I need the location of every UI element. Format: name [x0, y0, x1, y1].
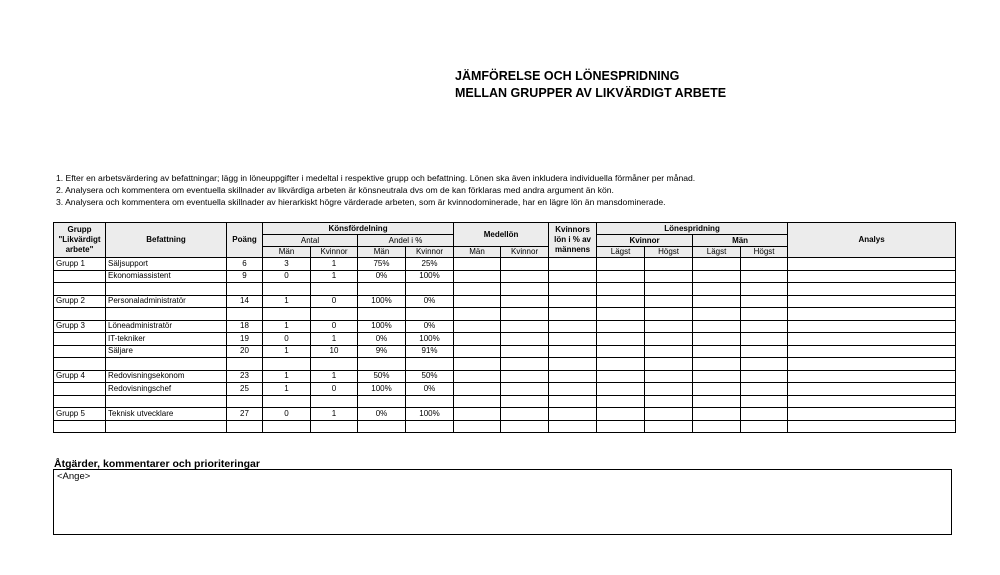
- cell-andel-kvinnor: [406, 395, 454, 408]
- cell-grupp: [54, 395, 106, 408]
- cell-man-hogst[interactable]: [741, 345, 788, 358]
- cell-kvinnors-lon-procent[interactable]: [549, 333, 597, 346]
- cell-andel-man: 100%: [358, 320, 406, 333]
- table-row: [54, 345, 956, 358]
- cell-man-hogst[interactable]: [741, 358, 788, 371]
- cell-medellon-man[interactable]: [454, 283, 501, 296]
- page-title: [455, 68, 726, 102]
- cell-kvinnors-lon-procent[interactable]: [549, 308, 597, 321]
- cell-medellon-man[interactable]: [454, 395, 501, 408]
- cell-kvinnor-lagst[interactable]: [597, 308, 645, 321]
- header-kvinnors-lon: [549, 223, 597, 258]
- cell-andel-kvinnor: 100%: [406, 333, 454, 346]
- cell-kvinnor-hogst[interactable]: [645, 295, 693, 308]
- cell-antal-kvinnor: 0: [311, 383, 358, 396]
- cell-medellon-man[interactable]: [454, 383, 501, 396]
- cell-man-lagst[interactable]: [693, 333, 741, 346]
- cell-analys[interactable]: [788, 295, 956, 308]
- cell-man-lagst[interactable]: [693, 258, 741, 271]
- cell-kvinnor-hogst[interactable]: [645, 258, 693, 271]
- cell-grupp: Grupp 3: [54, 320, 106, 333]
- header-lonespridning-kvinnor: Kvinnor: [597, 235, 693, 247]
- title-line-1: JÄMFÖRELSE OCH LÖNESPRIDNING: [455, 69, 680, 83]
- cell-poang: 27: [227, 408, 263, 421]
- cell-andel-man: 75%: [358, 258, 406, 271]
- header-grupp-line-2: "Likvärdigt: [58, 235, 101, 244]
- table-row: [54, 383, 956, 396]
- cell-befattning: Löneadministratör: [106, 320, 227, 333]
- cell-man-lagst[interactable]: [693, 383, 741, 396]
- cell-kvinnor-lagst[interactable]: [597, 333, 645, 346]
- cell-poang: [227, 308, 263, 321]
- header-poang: Poäng: [227, 223, 263, 258]
- cell-befattning: Säljare: [106, 345, 227, 358]
- header-kvinnors-lon-line-2: lön i % av: [554, 235, 592, 244]
- cell-andel-man: 0%: [358, 270, 406, 283]
- header-kvinnor-lagst: Lägst: [597, 247, 645, 258]
- cell-medellon-man[interactable]: [454, 408, 501, 421]
- cell-man-hogst[interactable]: [741, 270, 788, 283]
- title-line-2: MELLAN GRUPPER AV LIKVÄRDIGT ARBETE: [455, 86, 727, 100]
- cell-man-lagst[interactable]: [693, 358, 741, 371]
- cell-poang: 9: [227, 270, 263, 283]
- cell-medellon-kvinnor[interactable]: [501, 383, 549, 396]
- cell-poang: 25: [227, 383, 263, 396]
- cell-medellon-kvinnor[interactable]: [501, 295, 549, 308]
- salary-comparison-table: [53, 222, 956, 433]
- cell-andel-kvinnor: [406, 308, 454, 321]
- cell-man-lagst[interactable]: [693, 308, 741, 321]
- cell-grupp: Grupp 4: [54, 370, 106, 383]
- header-medellon-man: Män: [454, 247, 501, 258]
- cell-poang: [227, 395, 263, 408]
- cell-andel-kvinnor: 100%: [406, 270, 454, 283]
- cell-kvinnor-hogst[interactable]: [645, 358, 693, 371]
- table-row: [54, 333, 956, 346]
- cell-man-hogst[interactable]: [741, 333, 788, 346]
- header-man-hogst: Högst: [741, 247, 788, 258]
- cell-analys[interactable]: [788, 358, 956, 371]
- cell-andel-man: [358, 308, 406, 321]
- cell-befattning: IT-tekniker: [106, 333, 227, 346]
- header-andel-kvinnor: Kvinnor: [406, 247, 454, 258]
- cell-kvinnors-lon-procent[interactable]: [549, 408, 597, 421]
- cell-medellon-man[interactable]: [454, 320, 501, 333]
- cell-poang: 18: [227, 320, 263, 333]
- table-row: [54, 283, 956, 296]
- cell-antal-man: 0: [263, 408, 311, 421]
- cell-kvinnor-hogst[interactable]: [645, 270, 693, 283]
- cell-kvinnors-lon-procent[interactable]: [549, 370, 597, 383]
- cell-man-hogst[interactable]: [741, 408, 788, 421]
- cell-medellon-kvinnor[interactable]: [501, 345, 549, 358]
- cell-kvinnor-lagst[interactable]: [597, 345, 645, 358]
- cell-antal-man: 0: [263, 333, 311, 346]
- cell-kvinnor-hogst[interactable]: [645, 333, 693, 346]
- cell-andel-kvinnor: 0%: [406, 320, 454, 333]
- cell-kvinnors-lon-procent[interactable]: [549, 383, 597, 396]
- cell-man-lagst[interactable]: [693, 320, 741, 333]
- cell-poang: 23: [227, 370, 263, 383]
- cell-kvinnor-hogst[interactable]: [645, 408, 693, 421]
- cell-andel-man: 100%: [358, 383, 406, 396]
- cell-grupp: Grupp 1: [54, 258, 106, 271]
- cell-analys[interactable]: [788, 258, 956, 271]
- cell-kvinnor-lagst[interactable]: [597, 320, 645, 333]
- cell-analys[interactable]: [788, 333, 956, 346]
- cell-befattning: Personaladministratör: [106, 295, 227, 308]
- cell-antal-kvinnor: 10: [311, 345, 358, 358]
- cell-befattning: Teknisk utvecklare: [106, 408, 227, 421]
- cell-grupp: [54, 333, 106, 346]
- cell-antal-kvinnor: [311, 420, 358, 433]
- table-row: [54, 370, 956, 383]
- cell-poang: 14: [227, 295, 263, 308]
- cell-befattning: [106, 308, 227, 321]
- table-row: [54, 270, 956, 283]
- cell-poang: [227, 283, 263, 296]
- cell-kvinnors-lon-procent[interactable]: [549, 420, 597, 433]
- cell-grupp: [54, 420, 106, 433]
- cell-man-hogst[interactable]: [741, 258, 788, 271]
- cell-befattning: [106, 358, 227, 371]
- cell-antal-man: [263, 395, 311, 408]
- cell-man-lagst[interactable]: [693, 345, 741, 358]
- header-kvinnors-lon-line-1: Kvinnors: [555, 225, 590, 234]
- cell-kvinnors-lon-procent[interactable]: [549, 395, 597, 408]
- table-row: [54, 395, 956, 408]
- cell-kvinnors-lon-procent[interactable]: [549, 358, 597, 371]
- cell-antal-man: 1: [263, 370, 311, 383]
- cell-medellon-kvinnor[interactable]: [501, 333, 549, 346]
- cell-medellon-man[interactable]: [454, 358, 501, 371]
- cell-man-lagst[interactable]: [693, 270, 741, 283]
- cell-antal-man: [263, 308, 311, 321]
- cell-antal-man: [263, 358, 311, 371]
- cell-medellon-kvinnor[interactable]: [501, 283, 549, 296]
- cell-andel-kvinnor: 0%: [406, 295, 454, 308]
- cell-man-lagst[interactable]: [693, 395, 741, 408]
- cell-antal-kvinnor: 1: [311, 408, 358, 421]
- cell-medellon-kvinnor[interactable]: [501, 420, 549, 433]
- cell-medellon-man[interactable]: [454, 258, 501, 271]
- cell-grupp: Grupp 2: [54, 295, 106, 308]
- cell-man-hogst[interactable]: [741, 320, 788, 333]
- header-lonespridning-man: Män: [693, 235, 788, 247]
- cell-kvinnor-hogst[interactable]: [645, 345, 693, 358]
- cell-antal-man: 3: [263, 258, 311, 271]
- cell-poang: 20: [227, 345, 263, 358]
- cell-grupp: [54, 270, 106, 283]
- cell-medellon-man[interactable]: [454, 345, 501, 358]
- cell-kvinnor-lagst[interactable]: [597, 358, 645, 371]
- cell-man-hogst[interactable]: [741, 383, 788, 396]
- header-befattning: Befattning: [106, 223, 227, 258]
- header-konsfordelning: Könsfördelning: [263, 223, 454, 235]
- cell-befattning: [106, 395, 227, 408]
- cell-kvinnor-lagst[interactable]: [597, 395, 645, 408]
- cell-andel-kvinnor: 50%: [406, 370, 454, 383]
- cell-kvinnor-hogst[interactable]: [645, 420, 693, 433]
- cell-man-hogst[interactable]: [741, 420, 788, 433]
- header-analys: Analys: [788, 223, 956, 258]
- cell-poang: 6: [227, 258, 263, 271]
- cell-antal-man: [263, 420, 311, 433]
- cell-grupp: [54, 383, 106, 396]
- cell-grupp: [54, 358, 106, 371]
- cell-kvinnors-lon-procent[interactable]: [549, 270, 597, 283]
- instruction-2: 2. Analysera och kommentera om eventuella skillnader av likvärdiga arbeten är könsneutrala dvs om de kan förklaras med andra argument än kön.: [56, 185, 614, 196]
- cell-grupp: [54, 283, 106, 296]
- cell-antal-kvinnor: [311, 308, 358, 321]
- cell-befattning: Redovisningsekonom: [106, 370, 227, 383]
- cell-analys[interactable]: [788, 345, 956, 358]
- cell-medellon-man[interactable]: [454, 270, 501, 283]
- cell-antal-man: 1: [263, 320, 311, 333]
- cell-kvinnor-lagst[interactable]: [597, 408, 645, 421]
- table-body: [54, 258, 956, 433]
- cell-kvinnor-hogst[interactable]: [645, 370, 693, 383]
- cell-man-hogst[interactable]: [741, 308, 788, 321]
- cell-analys[interactable]: [788, 308, 956, 321]
- cell-kvinnors-lon-procent[interactable]: [549, 345, 597, 358]
- cell-antal-man: 1: [263, 345, 311, 358]
- cell-kvinnor-hogst[interactable]: [645, 395, 693, 408]
- cell-andel-man: [358, 358, 406, 371]
- cell-befattning: [106, 283, 227, 296]
- cell-medellon-man[interactable]: [454, 370, 501, 383]
- cell-antal-kvinnor: 1: [311, 258, 358, 271]
- cell-medellon-kvinnor[interactable]: [501, 408, 549, 421]
- header-medellon-kvinnor: Kvinnor: [501, 247, 549, 258]
- cell-andel-kvinnor: [406, 420, 454, 433]
- cell-kvinnors-lon-procent[interactable]: [549, 320, 597, 333]
- cell-kvinnor-lagst[interactable]: [597, 370, 645, 383]
- cell-grupp: [54, 345, 106, 358]
- cell-andel-man: 0%: [358, 408, 406, 421]
- cell-befattning: [106, 420, 227, 433]
- cell-andel-man: [358, 420, 406, 433]
- cell-befattning: Redovisningschef: [106, 383, 227, 396]
- cell-poang: [227, 420, 263, 433]
- cell-man-lagst[interactable]: [693, 420, 741, 433]
- cell-andel-kvinnor: 0%: [406, 383, 454, 396]
- cell-man-hogst[interactable]: [741, 370, 788, 383]
- instruction-1: 1. Efter en arbetsvärdering av befattningar; lägg in löneuppgifter i medeltal i respektive grupp och befattning. Lönen ska även inkludera individuella förmåner per månad.: [56, 173, 696, 183]
- cell-antal-kvinnor: 1: [311, 370, 358, 383]
- actions-input[interactable]: <Ange>: [53, 469, 952, 535]
- cell-andel-man: 0%: [358, 333, 406, 346]
- cell-man-hogst[interactable]: [741, 295, 788, 308]
- cell-analys[interactable]: [788, 383, 956, 396]
- cell-antal-kvinnor: 0: [311, 295, 358, 308]
- cell-grupp: [54, 308, 106, 321]
- cell-kvinnor-lagst[interactable]: [597, 270, 645, 283]
- cell-kvinnor-lagst[interactable]: [597, 420, 645, 433]
- cell-man-hogst[interactable]: [741, 395, 788, 408]
- header-grupp: [54, 223, 106, 258]
- cell-andel-kvinnor: 100%: [406, 408, 454, 421]
- header-antal-kvinnor: Kvinnor: [311, 247, 358, 258]
- header-antal: Antal: [263, 235, 358, 247]
- cell-analys[interactable]: [788, 283, 956, 296]
- cell-kvinnors-lon-procent[interactable]: [549, 258, 597, 271]
- cell-medellon-kvinnor[interactable]: [501, 320, 549, 333]
- table-row: [54, 295, 956, 308]
- cell-analys[interactable]: [788, 370, 956, 383]
- cell-analys[interactable]: [788, 395, 956, 408]
- cell-kvinnors-lon-procent[interactable]: [549, 283, 597, 296]
- cell-antal-man: [263, 283, 311, 296]
- cell-man-lagst[interactable]: [693, 295, 741, 308]
- cell-man-lagst[interactable]: [693, 370, 741, 383]
- cell-kvinnor-lagst[interactable]: [597, 258, 645, 271]
- cell-kvinnor-hogst[interactable]: [645, 383, 693, 396]
- cell-andel-kvinnor: 25%: [406, 258, 454, 271]
- cell-antal-kvinnor: 1: [311, 333, 358, 346]
- cell-kvinnors-lon-procent[interactable]: [549, 295, 597, 308]
- cell-analys[interactable]: [788, 408, 956, 421]
- cell-medellon-kvinnor[interactable]: [501, 258, 549, 271]
- header-kvinnors-lon-line-3: männens: [555, 245, 591, 254]
- cell-medellon-kvinnor[interactable]: [501, 358, 549, 371]
- cell-andel-kvinnor: 91%: [406, 345, 454, 358]
- cell-antal-kvinnor: [311, 358, 358, 371]
- cell-analys[interactable]: [788, 270, 956, 283]
- table-row: [54, 358, 956, 371]
- cell-kvinnor-lagst[interactable]: [597, 295, 645, 308]
- cell-andel-man: [358, 395, 406, 408]
- table-row: [54, 408, 956, 421]
- cell-medellon-man[interactable]: [454, 333, 501, 346]
- cell-antal-kvinnor: 1: [311, 270, 358, 283]
- cell-kvinnor-lagst[interactable]: [597, 383, 645, 396]
- header-lonespridning: Lönespridning: [597, 223, 788, 235]
- cell-man-lagst[interactable]: [693, 283, 741, 296]
- cell-kvinnor-hogst[interactable]: [645, 320, 693, 333]
- cell-man-hogst[interactable]: [741, 283, 788, 296]
- header-medellon: Medellön: [454, 223, 549, 247]
- header-andel-man: Män: [358, 247, 406, 258]
- cell-kvinnor-lagst[interactable]: [597, 283, 645, 296]
- header-man-lagst: Lägst: [693, 247, 741, 258]
- cell-andel-man: [358, 283, 406, 296]
- header-grupp-line-1: Grupp: [67, 225, 92, 234]
- instructions: [56, 172, 695, 209]
- table-row: [54, 320, 956, 333]
- cell-antal-kvinnor: [311, 283, 358, 296]
- cell-man-lagst[interactable]: [693, 408, 741, 421]
- instruction-3: 3. Analysera och kommentera om eventuella skillnader av hierarkiskt högre värderade arbeten, som är kvinnodominerade, har en lägre lön än mansdominerade.: [56, 197, 666, 208]
- cell-analys[interactable]: [788, 420, 956, 433]
- cell-andel-kvinnor: [406, 358, 454, 371]
- cell-kvinnor-hogst[interactable]: [645, 308, 693, 321]
- cell-andel-man: 9%: [358, 345, 406, 358]
- cell-befattning: Ekonomiassistent: [106, 270, 227, 283]
- cell-antal-man: 1: [263, 383, 311, 396]
- cell-poang: 19: [227, 333, 263, 346]
- cell-medellon-kvinnor[interactable]: [501, 270, 549, 283]
- cell-medellon-kvinnor[interactable]: [501, 308, 549, 321]
- cell-analys[interactable]: [788, 320, 956, 333]
- cell-medellon-man[interactable]: [454, 295, 501, 308]
- cell-antal-man: 1: [263, 295, 311, 308]
- cell-medellon-man[interactable]: [454, 420, 501, 433]
- cell-befattning: Säljsupport: [106, 258, 227, 271]
- header-antal-man: Män: [263, 247, 311, 258]
- cell-andel-kvinnor: [406, 283, 454, 296]
- header-grupp-line-3: arbete": [65, 245, 94, 254]
- cell-medellon-kvinnor[interactable]: [501, 395, 549, 408]
- cell-medellon-kvinnor[interactable]: [501, 370, 549, 383]
- cell-kvinnor-hogst[interactable]: [645, 283, 693, 296]
- cell-andel-man: 100%: [358, 295, 406, 308]
- actions-title: Åtgärder, kommentarer och prioriteringar: [54, 458, 260, 470]
- header-andel: Andel i %: [358, 235, 454, 247]
- table-row: [54, 258, 956, 271]
- cell-andel-man: 50%: [358, 370, 406, 383]
- cell-antal-man: 0: [263, 270, 311, 283]
- cell-poang: [227, 358, 263, 371]
- table-row: [54, 420, 956, 433]
- cell-grupp: Grupp 5: [54, 408, 106, 421]
- table-row: [54, 308, 956, 321]
- cell-medellon-man[interactable]: [454, 308, 501, 321]
- cell-antal-kvinnor: [311, 395, 358, 408]
- header-kvinnor-hogst: Högst: [645, 247, 693, 258]
- cell-antal-kvinnor: 0: [311, 320, 358, 333]
